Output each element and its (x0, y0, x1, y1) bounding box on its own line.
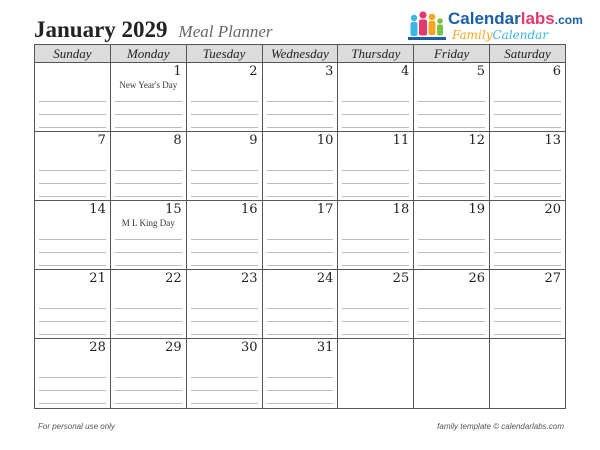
day-cell[interactable] (338, 201, 414, 270)
meal-line[interactable] (191, 184, 258, 197)
meal-line[interactable] (418, 115, 485, 128)
weekday-header-row (35, 45, 566, 63)
meal-line[interactable] (342, 89, 409, 102)
meal-line[interactable] (418, 322, 485, 335)
day-cell[interactable] (186, 339, 262, 409)
meal-line[interactable] (39, 158, 106, 171)
meal-line[interactable] (267, 171, 334, 184)
meal-line[interactable] (267, 309, 334, 322)
meal-line[interactable] (115, 309, 182, 322)
meal-line[interactable] (342, 227, 409, 240)
meal-line[interactable] (39, 309, 106, 322)
meal-line[interactable] (494, 89, 561, 102)
day-cell[interactable] (35, 270, 111, 339)
week-row (35, 201, 566, 270)
footer-credit[interactable]: family template © calendarlabs.com (437, 422, 564, 431)
day-cell[interactable] (414, 339, 490, 409)
meal-line[interactable] (342, 158, 409, 171)
meal-lines (115, 89, 182, 128)
meal-lines (191, 158, 258, 197)
meal-lines (267, 158, 334, 197)
weekday-header: Friday (414, 45, 490, 63)
page-title (34, 17, 273, 45)
meal-line[interactable] (267, 240, 334, 253)
day-number: 20 (544, 202, 561, 217)
meal-line[interactable] (191, 171, 258, 184)
meal-line[interactable] (39, 378, 106, 391)
meal-line[interactable] (267, 227, 334, 240)
meal-line[interactable] (267, 391, 334, 404)
meal-line[interactable] (418, 102, 485, 115)
meal-lines (342, 158, 409, 197)
day-number: 21 (89, 271, 106, 286)
day-number: 28 (89, 340, 106, 355)
meal-line[interactable] (418, 158, 485, 171)
meal-line[interactable] (494, 227, 561, 240)
meal-line[interactable] (115, 158, 182, 171)
calendarlabs-logo[interactable] (408, 9, 583, 44)
day-cell[interactable] (110, 201, 186, 270)
day-number: 27 (544, 271, 561, 286)
day-cell[interactable] (186, 201, 262, 270)
day-number: 15 (165, 202, 182, 217)
day-cell[interactable] (490, 339, 566, 409)
meal-line[interactable] (39, 296, 106, 309)
meal-line[interactable] (342, 309, 409, 322)
meal-line[interactable] (267, 89, 334, 102)
meal-line[interactable] (342, 171, 409, 184)
day-number: 5 (476, 64, 486, 79)
day-cell[interactable] (262, 201, 338, 270)
day-cell[interactable] (414, 132, 490, 201)
day-number: 12 (468, 133, 486, 148)
meal-lines (267, 365, 334, 404)
calendar-grid (34, 44, 566, 409)
day-number: 16 (240, 202, 258, 217)
day-cell[interactable] (338, 132, 414, 201)
day-number: 31 (316, 340, 334, 355)
meal-lines (267, 227, 334, 266)
meal-line[interactable] (418, 253, 485, 266)
meal-line[interactable] (191, 309, 258, 322)
day-number: 1 (173, 64, 182, 79)
meal-line[interactable] (342, 115, 409, 128)
meal-line[interactable] (191, 89, 258, 102)
people-icon (408, 10, 446, 44)
meal-line[interactable] (115, 378, 182, 391)
day-number: 19 (468, 202, 486, 217)
meal-line[interactable] (191, 240, 258, 253)
meal-lines (39, 365, 106, 404)
meal-lines (418, 227, 485, 266)
day-cell[interactable] (35, 201, 111, 270)
holiday-label: New Year's Day (119, 80, 178, 90)
day-number: 9 (249, 133, 258, 148)
day-cell[interactable] (110, 270, 186, 339)
day-number: 29 (165, 340, 182, 355)
meal-line[interactable] (494, 102, 561, 115)
day-cell[interactable] (338, 63, 414, 132)
meal-line[interactable] (267, 158, 334, 171)
weekday-header: Thursday (338, 45, 414, 63)
weekday-header: Tuesday (186, 45, 262, 63)
meal-line[interactable] (418, 184, 485, 197)
meal-line[interactable] (39, 184, 106, 197)
meal-lines (115, 227, 182, 266)
holiday-label: M L King Day (121, 218, 175, 228)
week-row (35, 63, 566, 132)
weekday-header: Saturday (490, 45, 566, 63)
day-number: 6 (552, 64, 561, 79)
day-number: 14 (89, 202, 106, 217)
meal-line[interactable] (39, 115, 106, 128)
meal-lines (342, 296, 409, 335)
day-number: 18 (392, 202, 410, 217)
day-cell[interactable] (110, 339, 186, 409)
day-cell[interactable] (490, 63, 566, 132)
meal-lines (418, 158, 485, 197)
meal-line[interactable] (494, 184, 561, 197)
meal-line[interactable] (418, 227, 485, 240)
meal-lines (39, 158, 106, 197)
day-number: 23 (240, 271, 258, 286)
meal-line[interactable] (191, 296, 258, 309)
meal-line[interactable] (115, 227, 182, 240)
meal-lines (418, 296, 485, 335)
meal-line[interactable] (191, 102, 258, 115)
meal-line[interactable] (191, 365, 258, 378)
meal-line[interactable] (115, 253, 182, 266)
day-number: 25 (392, 271, 410, 286)
meal-line[interactable] (342, 240, 409, 253)
day-number: 8 (173, 133, 182, 148)
meal-lines (191, 89, 258, 128)
meal-line[interactable] (115, 365, 182, 378)
meal-line[interactable] (342, 253, 409, 266)
meal-line[interactable] (39, 227, 106, 240)
meal-line[interactable] (115, 296, 182, 309)
meal-line[interactable] (494, 240, 561, 253)
day-cell[interactable] (490, 132, 566, 201)
meal-line[interactable] (115, 322, 182, 335)
day-number: 3 (325, 64, 334, 79)
meal-line[interactable] (267, 378, 334, 391)
meal-line[interactable] (267, 365, 334, 378)
footer-note: For personal use only (38, 422, 115, 431)
logo-tagline: FamilyCalendar (452, 28, 549, 42)
meal-line[interactable] (267, 322, 334, 335)
meal-line[interactable] (115, 391, 182, 404)
meal-lines (267, 296, 334, 335)
day-number: 26 (468, 271, 486, 286)
day-cell[interactable] (35, 63, 111, 132)
day-number: 30 (240, 340, 258, 355)
meal-line[interactable] (39, 102, 106, 115)
meal-line[interactable] (342, 102, 409, 115)
meal-line[interactable] (418, 240, 485, 253)
day-number: 24 (316, 271, 334, 286)
weekday-header: Sunday (35, 45, 111, 63)
meal-line[interactable] (494, 115, 561, 128)
meal-line[interactable] (191, 253, 258, 266)
meal-line[interactable] (191, 158, 258, 171)
day-cell[interactable] (110, 63, 186, 132)
day-number: 4 (400, 64, 410, 79)
weekday-header: Wednesday (262, 45, 338, 63)
meal-line[interactable] (115, 115, 182, 128)
meal-line[interactable] (39, 253, 106, 266)
meal-line[interactable] (39, 240, 106, 253)
meal-line[interactable] (267, 102, 334, 115)
meal-line[interactable] (418, 171, 485, 184)
meal-line[interactable] (115, 102, 182, 115)
meal-lines (191, 296, 258, 335)
meal-lines (494, 89, 561, 128)
day-cell[interactable] (262, 63, 338, 132)
day-number: 10 (316, 133, 334, 148)
meal-lines (418, 89, 485, 128)
day-number: 7 (97, 133, 106, 148)
meal-lines (115, 296, 182, 335)
meal-line[interactable] (39, 391, 106, 404)
day-number: 2 (249, 64, 258, 79)
meal-lines (342, 89, 409, 128)
meal-line[interactable] (39, 171, 106, 184)
meal-line[interactable] (418, 89, 485, 102)
meal-line[interactable] (418, 309, 485, 322)
day-cell[interactable] (490, 270, 566, 339)
meal-line[interactable] (494, 253, 561, 266)
meal-lines (39, 227, 106, 266)
day-cell[interactable] (490, 201, 566, 270)
day-number: 11 (392, 133, 410, 148)
week-row (35, 339, 566, 409)
meal-line[interactable] (191, 322, 258, 335)
meal-lines (39, 296, 106, 335)
day-cell[interactable] (338, 270, 414, 339)
meal-lines (267, 89, 334, 128)
day-cell[interactable] (414, 270, 490, 339)
meal-lines (115, 158, 182, 197)
week-row (35, 270, 566, 339)
logo-wordmark: Calendarlabs.com (448, 9, 583, 28)
day-cell[interactable] (186, 132, 262, 201)
meal-line[interactable] (342, 296, 409, 309)
meal-line[interactable] (115, 184, 182, 197)
day-cell[interactable] (186, 63, 262, 132)
meal-line[interactable] (267, 115, 334, 128)
meal-line[interactable] (267, 296, 334, 309)
meal-line[interactable] (115, 240, 182, 253)
meal-line[interactable] (342, 184, 409, 197)
weekday-header: Monday (110, 45, 186, 63)
meal-line[interactable] (342, 322, 409, 335)
meal-lines (39, 89, 106, 128)
meal-line[interactable] (39, 89, 106, 102)
meal-lines (494, 227, 561, 266)
meal-line[interactable] (191, 227, 258, 240)
day-cell[interactable] (262, 270, 338, 339)
day-cell[interactable] (414, 201, 490, 270)
title-month: January 2029 (34, 17, 168, 42)
meal-line[interactable] (418, 296, 485, 309)
day-cell[interactable] (110, 132, 186, 201)
meal-line[interactable] (191, 378, 258, 391)
meal-line[interactable] (494, 171, 561, 184)
meal-lines (494, 158, 561, 197)
meal-line[interactable] (494, 309, 561, 322)
meal-lines (494, 296, 561, 335)
meal-line[interactable] (267, 184, 334, 197)
meal-lines (115, 365, 182, 404)
day-number: 22 (165, 271, 182, 286)
day-cell[interactable] (414, 63, 490, 132)
meal-lines (191, 365, 258, 404)
meal-line[interactable] (267, 253, 334, 266)
title-subtitle: Meal Planner (178, 22, 273, 41)
meal-line[interactable] (494, 322, 561, 335)
meal-line[interactable] (39, 365, 106, 378)
day-number: 17 (316, 202, 334, 217)
meal-line[interactable] (115, 171, 182, 184)
week-row (35, 132, 566, 201)
day-cell[interactable] (186, 270, 262, 339)
meal-line[interactable] (494, 158, 561, 171)
day-cell[interactable] (262, 132, 338, 201)
meal-line[interactable] (191, 391, 258, 404)
day-cell[interactable] (262, 339, 338, 409)
meal-lines (342, 227, 409, 266)
meal-line[interactable] (39, 322, 106, 335)
meal-line[interactable] (191, 115, 258, 128)
calendar-body (35, 63, 566, 409)
meal-lines (191, 227, 258, 266)
day-cell[interactable] (35, 339, 111, 409)
day-number: 13 (544, 133, 561, 148)
day-cell[interactable] (35, 132, 111, 201)
meal-line[interactable] (115, 89, 182, 102)
meal-line[interactable] (494, 296, 561, 309)
day-cell[interactable] (338, 339, 414, 409)
